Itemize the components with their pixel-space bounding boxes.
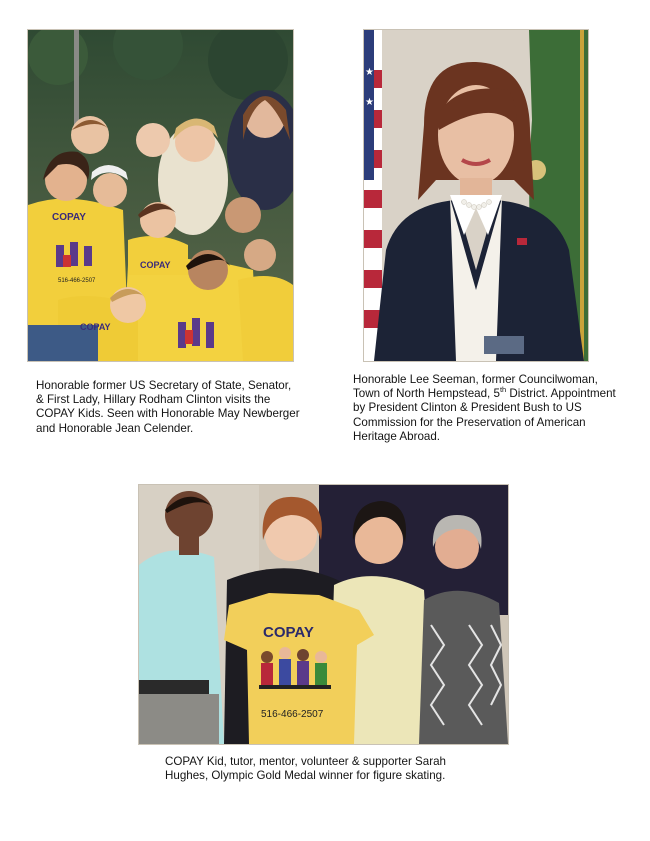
caption-seeman — [353, 373, 623, 444]
svg-text:★: ★ — [365, 67, 374, 78]
svg-text:★: ★ — [365, 97, 374, 108]
caption-hughes — [165, 755, 490, 783]
caption-seeman-superscript: th — [499, 385, 507, 395]
shirt-logo-text: COPAY — [263, 624, 314, 641]
caption-seeman-text-1: Honorable Lee Seeman, former Councilwoman, Town of North Hempstead, 5 — [353, 373, 598, 401]
caption-clinton-text: Honorable former US Secretary of State, Senator, & First Lady, Hillary Rodham Clinton visits the COPAY Kids. Seen with Honorable May Newberger and Honorable Jean Celender. — [36, 379, 300, 435]
shirt-logo-text: COPAY — [52, 212, 86, 223]
shirt-logo-text: COPAY — [140, 260, 171, 270]
photo-clinton-copay-kids-image — [28, 30, 293, 361]
photo-sarah-hughes-group — [138, 484, 509, 745]
photo-lee-seeman-image — [364, 30, 588, 361]
shirt-phone-text: 516-466-2507 — [58, 278, 96, 284]
shirt-phone-text: 516-466-2507 — [261, 709, 324, 720]
photo-lee-seeman — [363, 29, 589, 362]
shirt-logo-text: COPAY — [80, 322, 111, 332]
caption-clinton — [36, 379, 301, 436]
photo-clinton-copay-kids — [27, 29, 294, 362]
photo-sarah-hughes-group-image — [139, 485, 508, 744]
caption-seeman-text-2: District. Appointment by President Clinton & President Bush to US Commission for the Preservation of American Heritage Abroad. — [353, 387, 616, 443]
caption-hughes-text: COPAY Kid, tutor, mentor, volunteer & supporter Sarah Hughes, Olympic Gold Medal winner for figure skating. — [165, 755, 446, 783]
